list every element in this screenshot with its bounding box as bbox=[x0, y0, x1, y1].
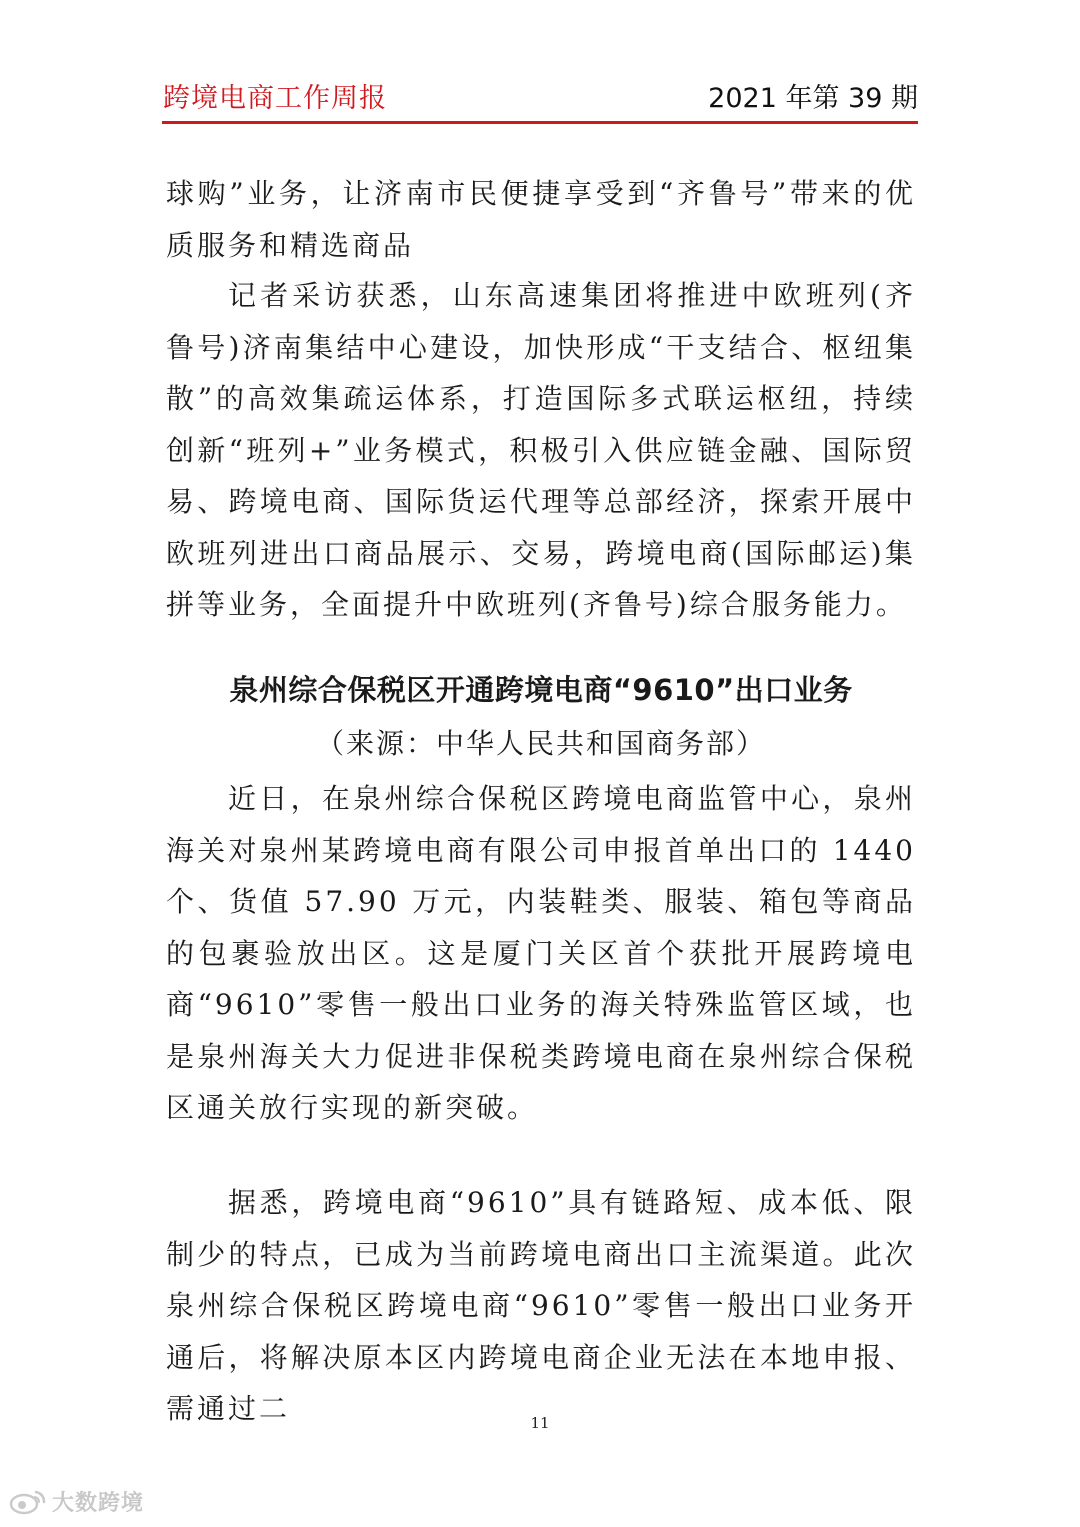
issue-number: 2021 年第 39 期 bbox=[708, 83, 918, 114]
article-source: （来源：中华人民共和国商务部） bbox=[315, 727, 766, 760]
report-title: 跨境电商工作周报 bbox=[163, 83, 387, 114]
header-divider bbox=[162, 121, 918, 124]
article-paragraph: 近日，在泉州综合保税区跨境电商监管中心，泉州海关对泉州某跨境电商有限公司申报首单出口的 1440 个、货值 57.90 万元，内装鞋类、服装、箱包等商品的包裹验放出区。这是厦门关区首个获批开展跨境电商“9610”零售一般出口业务的海关特殊监管区域，也是泉州海关大力促进非保税类跨境电商在泉州综合保税区通关放行实现的新突破。 bbox=[166, 782, 916, 1124]
continuation-paragraph: 球购”业务，让济南市民便捷享受到“齐鲁号”带来的优质服务和精选商品 bbox=[166, 177, 916, 262]
watermark bbox=[8, 1486, 144, 1517]
article-paragraph: 据悉，跨境电商“9610”具有链路短、成本低、限制少的特点，已成为当前跨境电商出口主流渠道。此次泉州综合保税区跨境电商“9610”零售一般出口业务开通后，将解决原本区内跨境电商企业无法在本地申报、需通过二 bbox=[166, 1186, 916, 1425]
page-number: 11 bbox=[530, 1414, 550, 1432]
watermark-text: 大数跨境 bbox=[52, 1491, 145, 1516]
weibo-eye-icon bbox=[8, 1488, 48, 1516]
body-paragraph: 记者采访获悉，山东高速集团将推进中欧班列(齐鲁号)济南集结中心建设，加快形成“干支结合、枢纽集散”的高效集疏运体系，打造国际多式联运枢纽，持续创新“班列+”业务模式，积极引入供应链金融、国际贸易、跨境电商、国际货运代理等总部经济，探索开展中欧班列进出口商品展示、交易，跨境电商(国际邮运)集拼等业务，全面提升中欧班列(齐鲁号)综合服务能力。 bbox=[166, 279, 916, 621]
article-title: 泉州综合保税区开通跨境电商“9610”出口业务 bbox=[229, 673, 853, 707]
